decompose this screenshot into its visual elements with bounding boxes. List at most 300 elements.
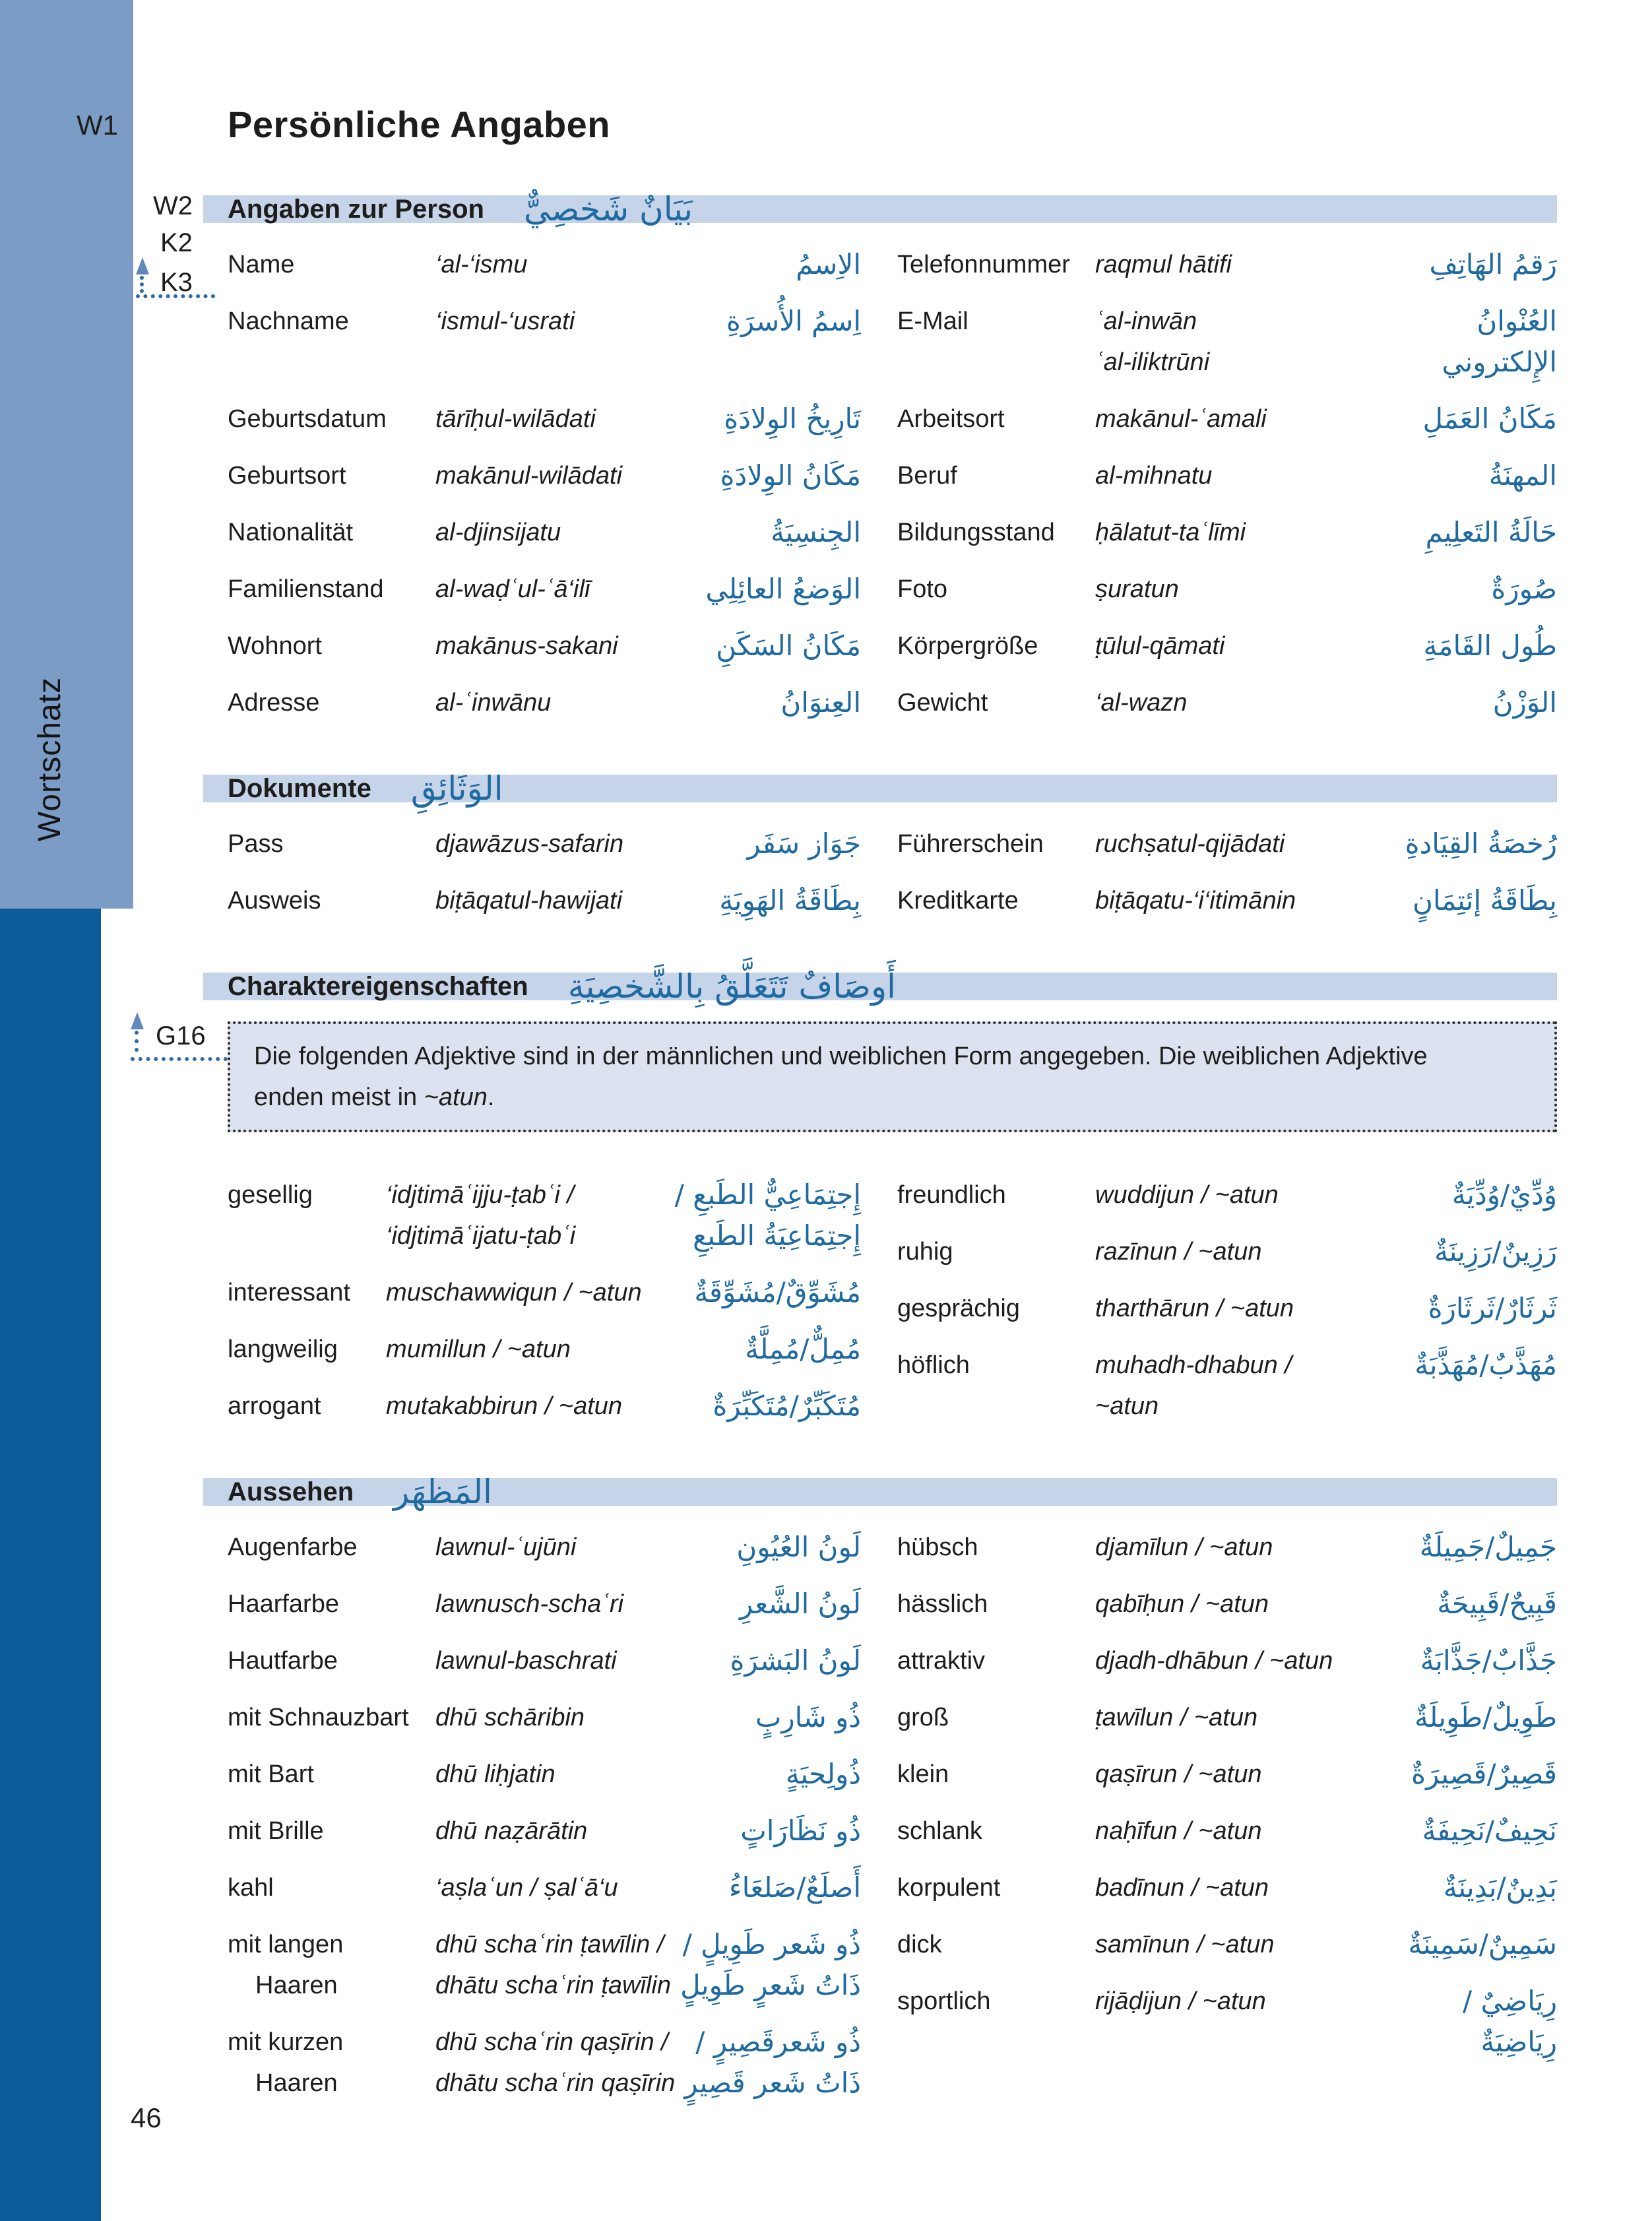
text-line: الاِسمُ bbox=[796, 248, 861, 280]
vocab-entry bbox=[228, 626, 861, 666]
vocab-transliteration bbox=[386, 1175, 675, 1256]
row-right-half bbox=[897, 823, 1557, 880]
vocab-transliteration bbox=[1095, 301, 1442, 383]
text-line: dhū liḥjatin bbox=[435, 1760, 556, 1788]
text-line: tārīḥul-wilādati bbox=[435, 405, 596, 433]
vocab-german bbox=[228, 823, 435, 864]
vocab-arabic bbox=[1423, 399, 1558, 439]
margin-marker-g16: G16 bbox=[156, 1021, 206, 1050]
vocab-arabic bbox=[1437, 1584, 1557, 1625]
vocab-row bbox=[228, 512, 1557, 569]
text-line: ruchṣatul-qijādati bbox=[1095, 830, 1285, 858]
vocab-german bbox=[897, 880, 1095, 921]
vocab-arabic bbox=[713, 1386, 861, 1427]
text-line: Name bbox=[228, 251, 295, 278]
vocab-entry bbox=[228, 1272, 861, 1313]
vocab-arabic bbox=[1428, 1288, 1557, 1329]
vocab-columns bbox=[228, 1175, 1557, 1442]
vocab-german bbox=[897, 1345, 1095, 1386]
vocab-arabic bbox=[720, 455, 861, 496]
vocab-entry bbox=[897, 1640, 1557, 1681]
vocab-entry bbox=[228, 455, 861, 496]
vocab-german bbox=[897, 569, 1095, 610]
vocab-arabic bbox=[1426, 512, 1557, 553]
vocab-arabic bbox=[1463, 1981, 1557, 2063]
text-line: رِيَاضِيٌ / bbox=[1463, 1985, 1557, 2017]
vocab-german bbox=[228, 1640, 435, 1681]
vocab-entry bbox=[228, 1386, 861, 1427]
vocab-transliteration bbox=[435, 823, 747, 864]
vocab-german bbox=[897, 1697, 1095, 1738]
text-line: klein bbox=[897, 1760, 949, 1788]
vocab-transliteration bbox=[435, 1811, 740, 1851]
sidebar-band-top bbox=[0, 0, 133, 909]
vocab-arabic bbox=[684, 2022, 861, 2104]
vocab-entry bbox=[228, 1754, 861, 1795]
row-right-half bbox=[897, 301, 1557, 399]
vocab-german bbox=[897, 244, 1095, 285]
vocab-german bbox=[897, 512, 1095, 553]
vocab-transliteration bbox=[435, 569, 705, 610]
vocab-transliteration bbox=[435, 1754, 786, 1795]
row-left-half bbox=[228, 682, 861, 739]
text-line: ~atun bbox=[1095, 1392, 1159, 1420]
text-line: مَكَانُ العَمَلِ bbox=[1422, 402, 1557, 435]
vocab-arabic bbox=[796, 244, 861, 285]
vocab-arabic bbox=[719, 880, 861, 921]
text-line: حَالَةُ التَعلِيمِ bbox=[1425, 516, 1557, 548]
vocab-entry bbox=[897, 1231, 1557, 1272]
text-line: ‘al-wazn bbox=[1095, 689, 1188, 717]
vocab-german bbox=[228, 2022, 435, 2104]
up-arrow-icon bbox=[131, 1012, 144, 1029]
row-right-half bbox=[897, 880, 1557, 937]
vocab-entry bbox=[897, 1697, 1557, 1738]
row-right-half bbox=[897, 399, 1557, 455]
vocab-transliteration bbox=[435, 512, 771, 553]
text-line: ṣuratun bbox=[1095, 575, 1179, 603]
vocab-german bbox=[228, 1811, 435, 1851]
vocab-arabic bbox=[780, 682, 861, 723]
vocab-german bbox=[897, 1811, 1095, 1851]
text-line: al-ʿinwānu bbox=[435, 689, 552, 717]
vocab-entry bbox=[897, 244, 1557, 285]
vocab-entry bbox=[228, 1584, 861, 1625]
text-line: قَبِيحٌ/قَبِيحَةٌ bbox=[1437, 1588, 1557, 1620]
text-line: Pass bbox=[228, 830, 284, 858]
text-line: attraktiv bbox=[897, 1647, 986, 1675]
text-line: مُهَذَّبٌ/مُهَذَّبَةٌ bbox=[1414, 1349, 1557, 1381]
vocab-row bbox=[228, 823, 1557, 880]
vocab-entry bbox=[228, 512, 861, 553]
text-line: makānul-wilādati bbox=[435, 462, 623, 490]
vocab-arabic bbox=[694, 1272, 861, 1313]
text-line: بَدِينٌ/بَدِينَةٌ bbox=[1443, 1871, 1557, 1904]
vocab-entry bbox=[897, 1754, 1557, 1795]
text-line: Haarfarbe bbox=[228, 1590, 339, 1618]
vocab-german bbox=[228, 455, 435, 496]
text-line: جَمِيلٌ/جَمِيلَةٌ bbox=[1419, 1531, 1557, 1563]
vocab-entry bbox=[228, 1697, 861, 1738]
vocab-german bbox=[228, 880, 435, 921]
note-line-1: Die folgenden Adjektive sind in der männlichen und weiblichen Form angegeben. Die weiblichen Adjektive bbox=[254, 1043, 1428, 1070]
vocab-arabic bbox=[771, 512, 861, 553]
right-column bbox=[897, 1175, 1557, 1442]
vocab-entry bbox=[897, 823, 1557, 864]
vocab-row bbox=[228, 569, 1557, 626]
vocab-arabic bbox=[755, 1697, 861, 1738]
vocab-transliteration bbox=[1095, 1697, 1414, 1738]
text-line: groß bbox=[897, 1704, 949, 1731]
text-line: ruhig bbox=[897, 1238, 953, 1266]
vocab-arabic bbox=[740, 1584, 861, 1625]
row-left-half bbox=[228, 301, 861, 399]
vocab-entry bbox=[897, 569, 1557, 610]
row-left-half bbox=[228, 512, 861, 569]
sidebar-band-bottom bbox=[0, 909, 101, 2221]
row-left-half bbox=[228, 823, 861, 880]
vocab-german bbox=[228, 626, 435, 666]
vocab-row bbox=[228, 301, 1557, 399]
vocab-transliteration bbox=[1095, 1640, 1420, 1681]
vocab-german bbox=[228, 512, 435, 553]
note-line-2: enden meist in bbox=[254, 1083, 424, 1111]
vocab-german bbox=[897, 301, 1095, 342]
text-line: صُورَةٌ bbox=[1491, 573, 1557, 605]
text-line: höflich bbox=[897, 1351, 970, 1379]
row-left-half bbox=[228, 569, 861, 626]
vocab-arabic bbox=[729, 1867, 861, 1908]
vocab-german bbox=[228, 1527, 435, 1568]
text-line: hübsch bbox=[897, 1533, 978, 1561]
row-right-half bbox=[897, 626, 1557, 682]
vocab-entry bbox=[897, 1867, 1557, 1908]
text-line: رَزِينٌ/رَزِينَةٌ bbox=[1434, 1235, 1557, 1268]
text-line: wuddijun / ~atun bbox=[1095, 1181, 1279, 1209]
text-line: tharthārun / ~atun bbox=[1095, 1295, 1294, 1322]
vocab-entry bbox=[228, 1924, 861, 2006]
text-line: dhū naẓārātin bbox=[435, 1817, 588, 1845]
text-line: dick bbox=[897, 1931, 942, 1958]
text-line: بِطَاقَةُ إئتِمَانٍ bbox=[1413, 884, 1557, 917]
text-line: ذُو شَعرقَصِيرٍ / bbox=[695, 2026, 861, 2058]
vocab-german bbox=[228, 1867, 435, 1908]
vocab-arabic bbox=[747, 823, 861, 864]
vocab-row bbox=[228, 244, 1557, 301]
vocab-arabic bbox=[1405, 823, 1557, 864]
vocab-german bbox=[228, 682, 435, 723]
vocab-transliteration bbox=[1095, 1345, 1414, 1427]
vocab-entry bbox=[228, 244, 861, 285]
text-line: مُشَوِّقٌ/مُشَوِّقَةٌ bbox=[694, 1276, 861, 1308]
vocab-transliteration bbox=[435, 1924, 680, 2006]
vocab-transliteration bbox=[1095, 1754, 1411, 1795]
vocab-german bbox=[897, 1231, 1095, 1272]
text-line: ṭūlul-qāmati bbox=[1095, 632, 1225, 660]
text-line: رَقمُ الهَاتِفِ bbox=[1429, 248, 1557, 280]
vocab-german bbox=[897, 1754, 1095, 1795]
text-line: إِجتِمَاعِيَةُ الطَبعِ bbox=[693, 1219, 861, 1252]
vocab-transliteration bbox=[1095, 399, 1423, 439]
vocab-transliteration bbox=[1095, 1584, 1437, 1625]
text-line: إِجتِمَاعِيٌّ الطَبعِ / bbox=[674, 1178, 861, 1211]
vocab-columns bbox=[228, 1527, 1557, 2119]
text-line: ʿal-iliktrūni bbox=[1095, 348, 1210, 376]
vocab-arabic bbox=[736, 1527, 861, 1568]
text-line: جَوَاز سَفَر bbox=[747, 827, 861, 860]
text-line: qabīḥun / ~atun bbox=[1095, 1590, 1269, 1618]
text-line: badīnun / ~atun bbox=[1095, 1874, 1269, 1902]
vocab-transliteration bbox=[1095, 1867, 1444, 1908]
vocab-transliteration bbox=[1095, 1175, 1452, 1215]
text-line: رُخصَةُ القِيَادةِ bbox=[1405, 827, 1557, 860]
text-line: razīnun / ~atun bbox=[1095, 1238, 1262, 1266]
vocab-arabic bbox=[1411, 1754, 1557, 1795]
vocab-german bbox=[228, 569, 435, 610]
vocab-transliteration bbox=[1095, 1527, 1420, 1568]
text-line: ذَاتُ شَعرٍ طَوِيلٍ bbox=[680, 1969, 861, 2001]
text-line: al-waḍʿul-ʿā‘ilī bbox=[435, 575, 590, 603]
vocab-german bbox=[897, 1981, 1095, 2022]
vocab-entry bbox=[897, 880, 1557, 921]
vocab-arabic bbox=[1452, 1175, 1557, 1215]
text-line: lawnul-ʿujūni bbox=[435, 1533, 577, 1561]
vocab-german bbox=[897, 399, 1095, 439]
text-line: الوَضعُ العائِلِي bbox=[705, 573, 861, 605]
text-line: جَذَّابٌ/جَذَّابَةٌ bbox=[1420, 1644, 1557, 1677]
vocab-entry bbox=[897, 1175, 1557, 1215]
vocab-arabic bbox=[1444, 1867, 1557, 1908]
vocab-transliteration bbox=[386, 1329, 745, 1370]
text-line: تَارِيخُ الوِلادَةِ bbox=[724, 402, 861, 435]
vocab-transliteration bbox=[435, 2022, 684, 2104]
vocab-german bbox=[897, 1288, 1095, 1329]
text-line: Geburtsort bbox=[228, 462, 346, 490]
text-line: gesprächig bbox=[897, 1295, 1020, 1322]
text-line: mit kurzen bbox=[228, 2028, 344, 2056]
text-line: لَونُ البَشرَةِ bbox=[730, 1644, 861, 1677]
vocab-german bbox=[228, 1584, 435, 1625]
text-line: Nationalität bbox=[228, 519, 354, 546]
vocab-german bbox=[228, 301, 435, 342]
text-line: Führerschein bbox=[897, 830, 1044, 858]
text-line: Geburtsdatum bbox=[228, 405, 387, 433]
row-right-half bbox=[897, 512, 1557, 569]
vocab-transliteration bbox=[435, 880, 719, 921]
text-line: Gewicht bbox=[897, 689, 988, 717]
vocab-arabic bbox=[745, 1329, 861, 1370]
text-line: makānus-sakani bbox=[435, 632, 618, 660]
text-line: طُول القَامَةِ bbox=[1423, 629, 1557, 662]
vocab-arabic bbox=[1493, 682, 1557, 723]
vocab-transliteration bbox=[386, 1272, 694, 1313]
vocab-arabic bbox=[1434, 1231, 1557, 1272]
vocab-german bbox=[897, 455, 1095, 496]
text-line: Wohnort bbox=[228, 632, 322, 660]
vocabulary-content bbox=[228, 190, 1557, 2119]
text-line: ‘aṣlaʿun / ṣalʿā‘u bbox=[435, 1874, 618, 1902]
text-line: Telefonnummer bbox=[897, 251, 1070, 278]
text-line: naḥīfun / ~atun bbox=[1095, 1817, 1262, 1845]
vocab-entry bbox=[897, 455, 1557, 496]
vocab-transliteration bbox=[386, 1386, 713, 1427]
text-line: interessant bbox=[228, 1279, 350, 1306]
text-line: Augenfarbe bbox=[228, 1533, 358, 1561]
vocab-german bbox=[228, 1386, 386, 1427]
vocab-german bbox=[897, 823, 1095, 864]
vocab-german bbox=[228, 1924, 435, 2006]
section-title-arabic: أَوصَافٌ تَتَعَلَّقُ بِالشَّخصِيَةِ bbox=[567, 967, 896, 1006]
vocab-transliteration bbox=[1095, 244, 1430, 285]
vocab-transliteration bbox=[435, 1867, 729, 1908]
section-title-german: Aussehen bbox=[228, 1477, 354, 1506]
vocab-transliteration bbox=[435, 1640, 730, 1681]
row-left-half bbox=[228, 626, 861, 682]
text-line: dhātu schaʿrin qaṣīrin bbox=[435, 2069, 676, 2097]
text-line: raqmul hātifi bbox=[1095, 251, 1232, 278]
text-line: Körpergröße bbox=[897, 632, 1038, 660]
vocab-german bbox=[897, 1867, 1095, 1908]
vocab-arabic bbox=[724, 399, 861, 439]
vocab-arabic bbox=[1413, 880, 1557, 921]
text-line: muschawwiqun / ~atun bbox=[386, 1279, 642, 1306]
text-line: al-mihnatu bbox=[1095, 462, 1213, 490]
text-line: لَونُ الشَّعرِ bbox=[739, 1588, 861, 1620]
margin-marker-k2: K2 bbox=[160, 228, 193, 257]
vocab-transliteration bbox=[435, 455, 720, 496]
vocab-german bbox=[897, 1640, 1095, 1681]
vocab-entry bbox=[228, 569, 861, 610]
text-line: qaṣīrun / ~atun bbox=[1095, 1760, 1262, 1788]
section-title-german: Charaktereigenschaften bbox=[228, 971, 528, 1001]
vocab-row bbox=[228, 626, 1557, 682]
text-line: Foto bbox=[897, 575, 948, 603]
text-line: Adresse bbox=[228, 689, 320, 717]
text-line: ‘idjtimāʿijatu-ṭabʿi bbox=[386, 1222, 576, 1250]
text-line: Kreditkarte bbox=[897, 887, 1019, 915]
vocab-row bbox=[228, 682, 1557, 739]
vocab-german bbox=[897, 1584, 1095, 1625]
row-right-half bbox=[897, 455, 1557, 512]
vocab-arabic bbox=[1408, 1924, 1557, 1965]
margin-marker-k3: K3 bbox=[160, 268, 193, 297]
vocab-entry bbox=[897, 1288, 1557, 1329]
vocab-transliteration bbox=[435, 682, 780, 723]
vocab-entry bbox=[228, 682, 861, 723]
text-line: mutakabbirun / ~atun bbox=[386, 1392, 623, 1420]
text-line: اِسمُ الأُسرَةِ bbox=[726, 305, 861, 337]
text-line: بِطَاقَةُ الهَوِيَةِ bbox=[719, 884, 861, 917]
text-line: ثَرثَارٌ/ثَرثَارَةٌ bbox=[1428, 1292, 1557, 1324]
left-column bbox=[228, 1175, 861, 1442]
text-line: مُتَكَبِّرٌ/مُتَكَبِّرَةٌ bbox=[713, 1390, 861, 1422]
vocab-german bbox=[228, 1329, 386, 1370]
vocab-transliteration bbox=[435, 399, 724, 439]
vocab-transliteration bbox=[1095, 1231, 1434, 1272]
text-line: المهنَةُ bbox=[1488, 459, 1557, 492]
text-line: djadh-dhābun / ~atun bbox=[1095, 1647, 1333, 1675]
text-line: Nachname bbox=[228, 307, 349, 335]
vocab-german bbox=[897, 1175, 1095, 1215]
text-line: سَمِينٌ/سَمِينَةٌ bbox=[1408, 1928, 1557, 1960]
text-line: مَكَانُ الوِلادَةِ bbox=[720, 459, 861, 492]
vocab-transliteration bbox=[1095, 569, 1491, 610]
text-line: العُنْوانُ bbox=[1477, 305, 1557, 337]
text-line: Bildungsstand bbox=[897, 519, 1055, 546]
text-line: samīnun / ~atun bbox=[1095, 1931, 1275, 1958]
vocab-entry bbox=[897, 301, 1557, 383]
vocab-entry bbox=[897, 1924, 1557, 1965]
text-line: hässlich bbox=[897, 1590, 988, 1618]
section-title-arabic: الوَثَائِقِ bbox=[410, 769, 503, 808]
text-line: Beruf bbox=[897, 462, 957, 490]
vocab-german bbox=[897, 626, 1095, 666]
text-line: ذَاتُ شَعر قَصِيرٍ bbox=[684, 2067, 861, 2099]
vocab-entry bbox=[228, 1867, 861, 1908]
text-line: الإِلكتروني bbox=[1442, 346, 1557, 378]
grammar-note-box bbox=[228, 1021, 1557, 1132]
vocab-transliteration bbox=[1095, 880, 1413, 921]
text-line: langweilig bbox=[228, 1336, 338, 1363]
vocab-entry bbox=[897, 1981, 1557, 2063]
vocab-arabic bbox=[740, 1811, 861, 1851]
text-line: mit Brille bbox=[228, 1817, 324, 1845]
text-line: ‘idjtimāʿijju-ṭabʿi / bbox=[386, 1181, 575, 1209]
text-line: قَصِيرٌ/قَصِيرَةٌ bbox=[1411, 1758, 1557, 1790]
vocab-entry bbox=[228, 1640, 861, 1681]
text-line: ‘ismul-‘usrati bbox=[435, 307, 575, 335]
vocab-entry bbox=[897, 1811, 1557, 1851]
vocab-arabic bbox=[1414, 1345, 1557, 1386]
text-line: al-djinsijatu bbox=[435, 519, 561, 546]
vocab-entry bbox=[228, 1329, 861, 1370]
vocab-arabic bbox=[705, 569, 861, 610]
vocab-transliteration bbox=[1095, 1981, 1463, 2022]
vocab-row bbox=[228, 880, 1557, 937]
text-line: kahl bbox=[228, 1874, 274, 1902]
text-line: freundlich bbox=[897, 1181, 1006, 1209]
row-left-half bbox=[228, 455, 861, 512]
vocab-transliteration bbox=[435, 244, 796, 285]
text-line: Haaren bbox=[255, 1972, 338, 1999]
vocab-entry bbox=[897, 1345, 1557, 1427]
margin-marker-w1: W1 bbox=[77, 110, 118, 141]
section-header-dokumente bbox=[203, 769, 1557, 808]
row-right-half bbox=[897, 569, 1557, 626]
vocab-entry bbox=[897, 1527, 1557, 1568]
vocab-arabic bbox=[1422, 1811, 1557, 1851]
vocab-german bbox=[228, 1754, 435, 1795]
row-right-half bbox=[897, 682, 1557, 739]
vocab-arabic bbox=[730, 1640, 861, 1681]
vocab-entry bbox=[228, 301, 861, 342]
text-line: نَحِيفٌ/نَحِيفَةٌ bbox=[1422, 1815, 1557, 1847]
vocab-arabic bbox=[1491, 569, 1557, 610]
vocab-entry bbox=[897, 1584, 1557, 1625]
vocab-transliteration bbox=[435, 1527, 736, 1568]
vocab-german bbox=[228, 1175, 386, 1215]
left-column bbox=[228, 1527, 861, 2119]
vocab-arabic bbox=[1420, 1527, 1557, 1568]
section-title-arabic: المَظهَر bbox=[393, 1473, 492, 1511]
vocab-german bbox=[897, 1924, 1095, 1965]
dotted-line bbox=[136, 294, 215, 298]
text-line: sportlich bbox=[897, 1987, 991, 2015]
text-line: أَصلَعٌ/صَلعَاءُ bbox=[728, 1871, 861, 1904]
vocab-arabic bbox=[675, 1175, 861, 1256]
vocab-transliteration bbox=[1095, 823, 1405, 864]
text-line: ḥālatut-taʿlīmi bbox=[1095, 519, 1246, 546]
